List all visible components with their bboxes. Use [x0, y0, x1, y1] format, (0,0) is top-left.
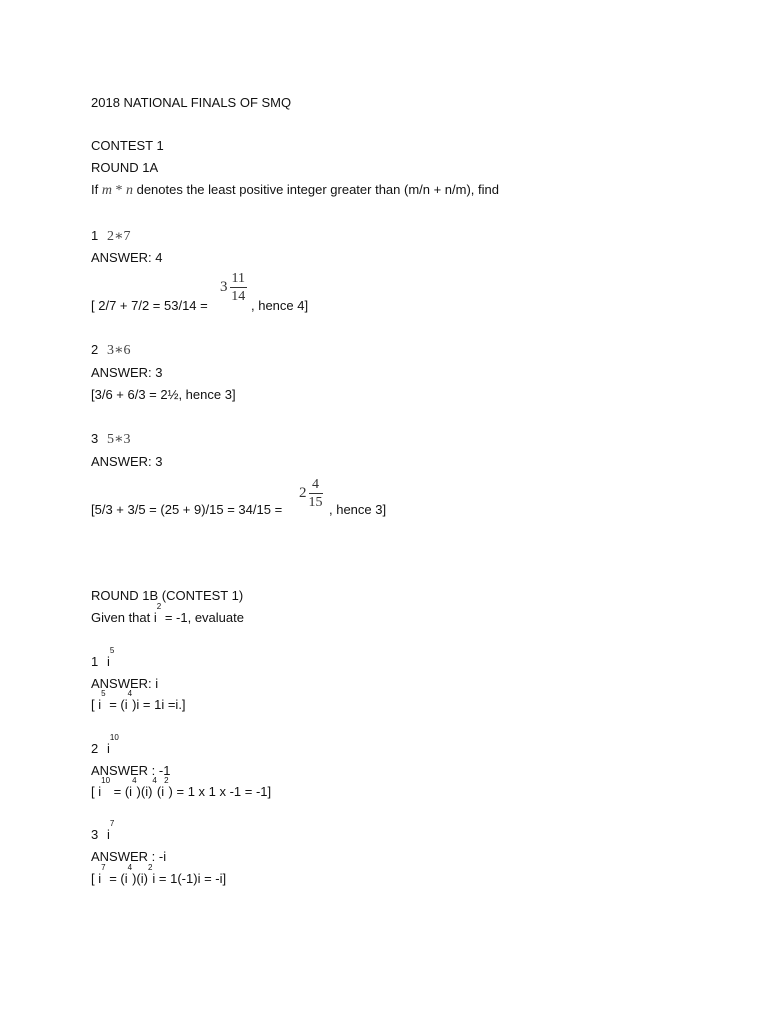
question-expression: 2∗7: [107, 229, 131, 244]
star-operator: *: [111, 183, 126, 198]
question-number: 3: [91, 431, 99, 446]
round-1b-intro: Given that $i^2 = -1$, evaluate: [91, 602, 244, 625]
question-1b-1: 1 $i^5$: [91, 646, 115, 669]
working-1b-1: [ $i^5 = (i^4)i = 1i =i$.]: [91, 689, 186, 712]
var-n: n: [125, 183, 133, 198]
round-1a-heading: ROUND 1A: [91, 160, 159, 175]
mixed-fraction-2: 2 $\frac{4}{15}$: [299, 477, 323, 510]
answer-1a-3: ANSWER: 3: [91, 454, 163, 469]
question-expression: 5∗3: [107, 432, 131, 447]
mixed-fraction-1: 3 $\frac{11}{14}$: [220, 271, 246, 304]
question-number: 3: [91, 827, 99, 842]
answer-1a-1: ANSWER: 4: [91, 250, 163, 265]
question-number: 1: [91, 228, 99, 243]
working-1a-3-tail: , hence 3]: [329, 502, 387, 517]
question-number: 2: [91, 741, 99, 756]
working-1b-3: [ $i^7 = (i^4)(i)^2i = 1(-1)i = -i$]: [91, 863, 227, 886]
contest-heading: CONTEST 1: [91, 138, 164, 153]
working-1a-1-tail: , hence 4]: [251, 298, 309, 313]
question-number: 2: [91, 342, 99, 357]
working-1a-3: [5/3 + 3/5 = (25 + 9)/15 = 34/15 =: [91, 502, 283, 517]
question-number: 1: [91, 654, 99, 669]
question-1a-2: [91, 342, 131, 359]
question-1b-2: 2 $i^{10}$: [91, 733, 119, 756]
answer-1a-2: ANSWER: 3: [91, 365, 163, 380]
round-1a-intro: If m * n denotes the least positive integer greater than (m/n + n/m), find: [91, 182, 499, 198]
document-title: 2018 NATIONAL FINALS OF SMQ: [91, 95, 292, 110]
question-1b-3: 3 $i^7$: [91, 819, 115, 842]
question-1a-1: [91, 228, 131, 245]
answer-1b-2: ANSWER : -1: [91, 763, 171, 778]
round-1b-heading: ROUND 1B (CONTEST 1): [91, 588, 244, 603]
working-1a-1: [ 2/7 + 7/2 = 53/14 =: [91, 298, 208, 313]
question-1a-3: [91, 431, 131, 448]
var-m: m: [101, 183, 112, 198]
answer-1b-3: ANSWER : -i: [91, 849, 167, 864]
working-1b-2: [ $i^{10} = (i^4)(i)^4(i^2) = 1$ x 1 x -1 = -1]: [91, 776, 272, 799]
working-1a-2: [3/6 + 6/3 = 2½, hence 3]: [91, 387, 236, 402]
question-expression: 3∗6: [107, 343, 131, 358]
answer-1b-1: ANSWER: i: [91, 676, 159, 691]
